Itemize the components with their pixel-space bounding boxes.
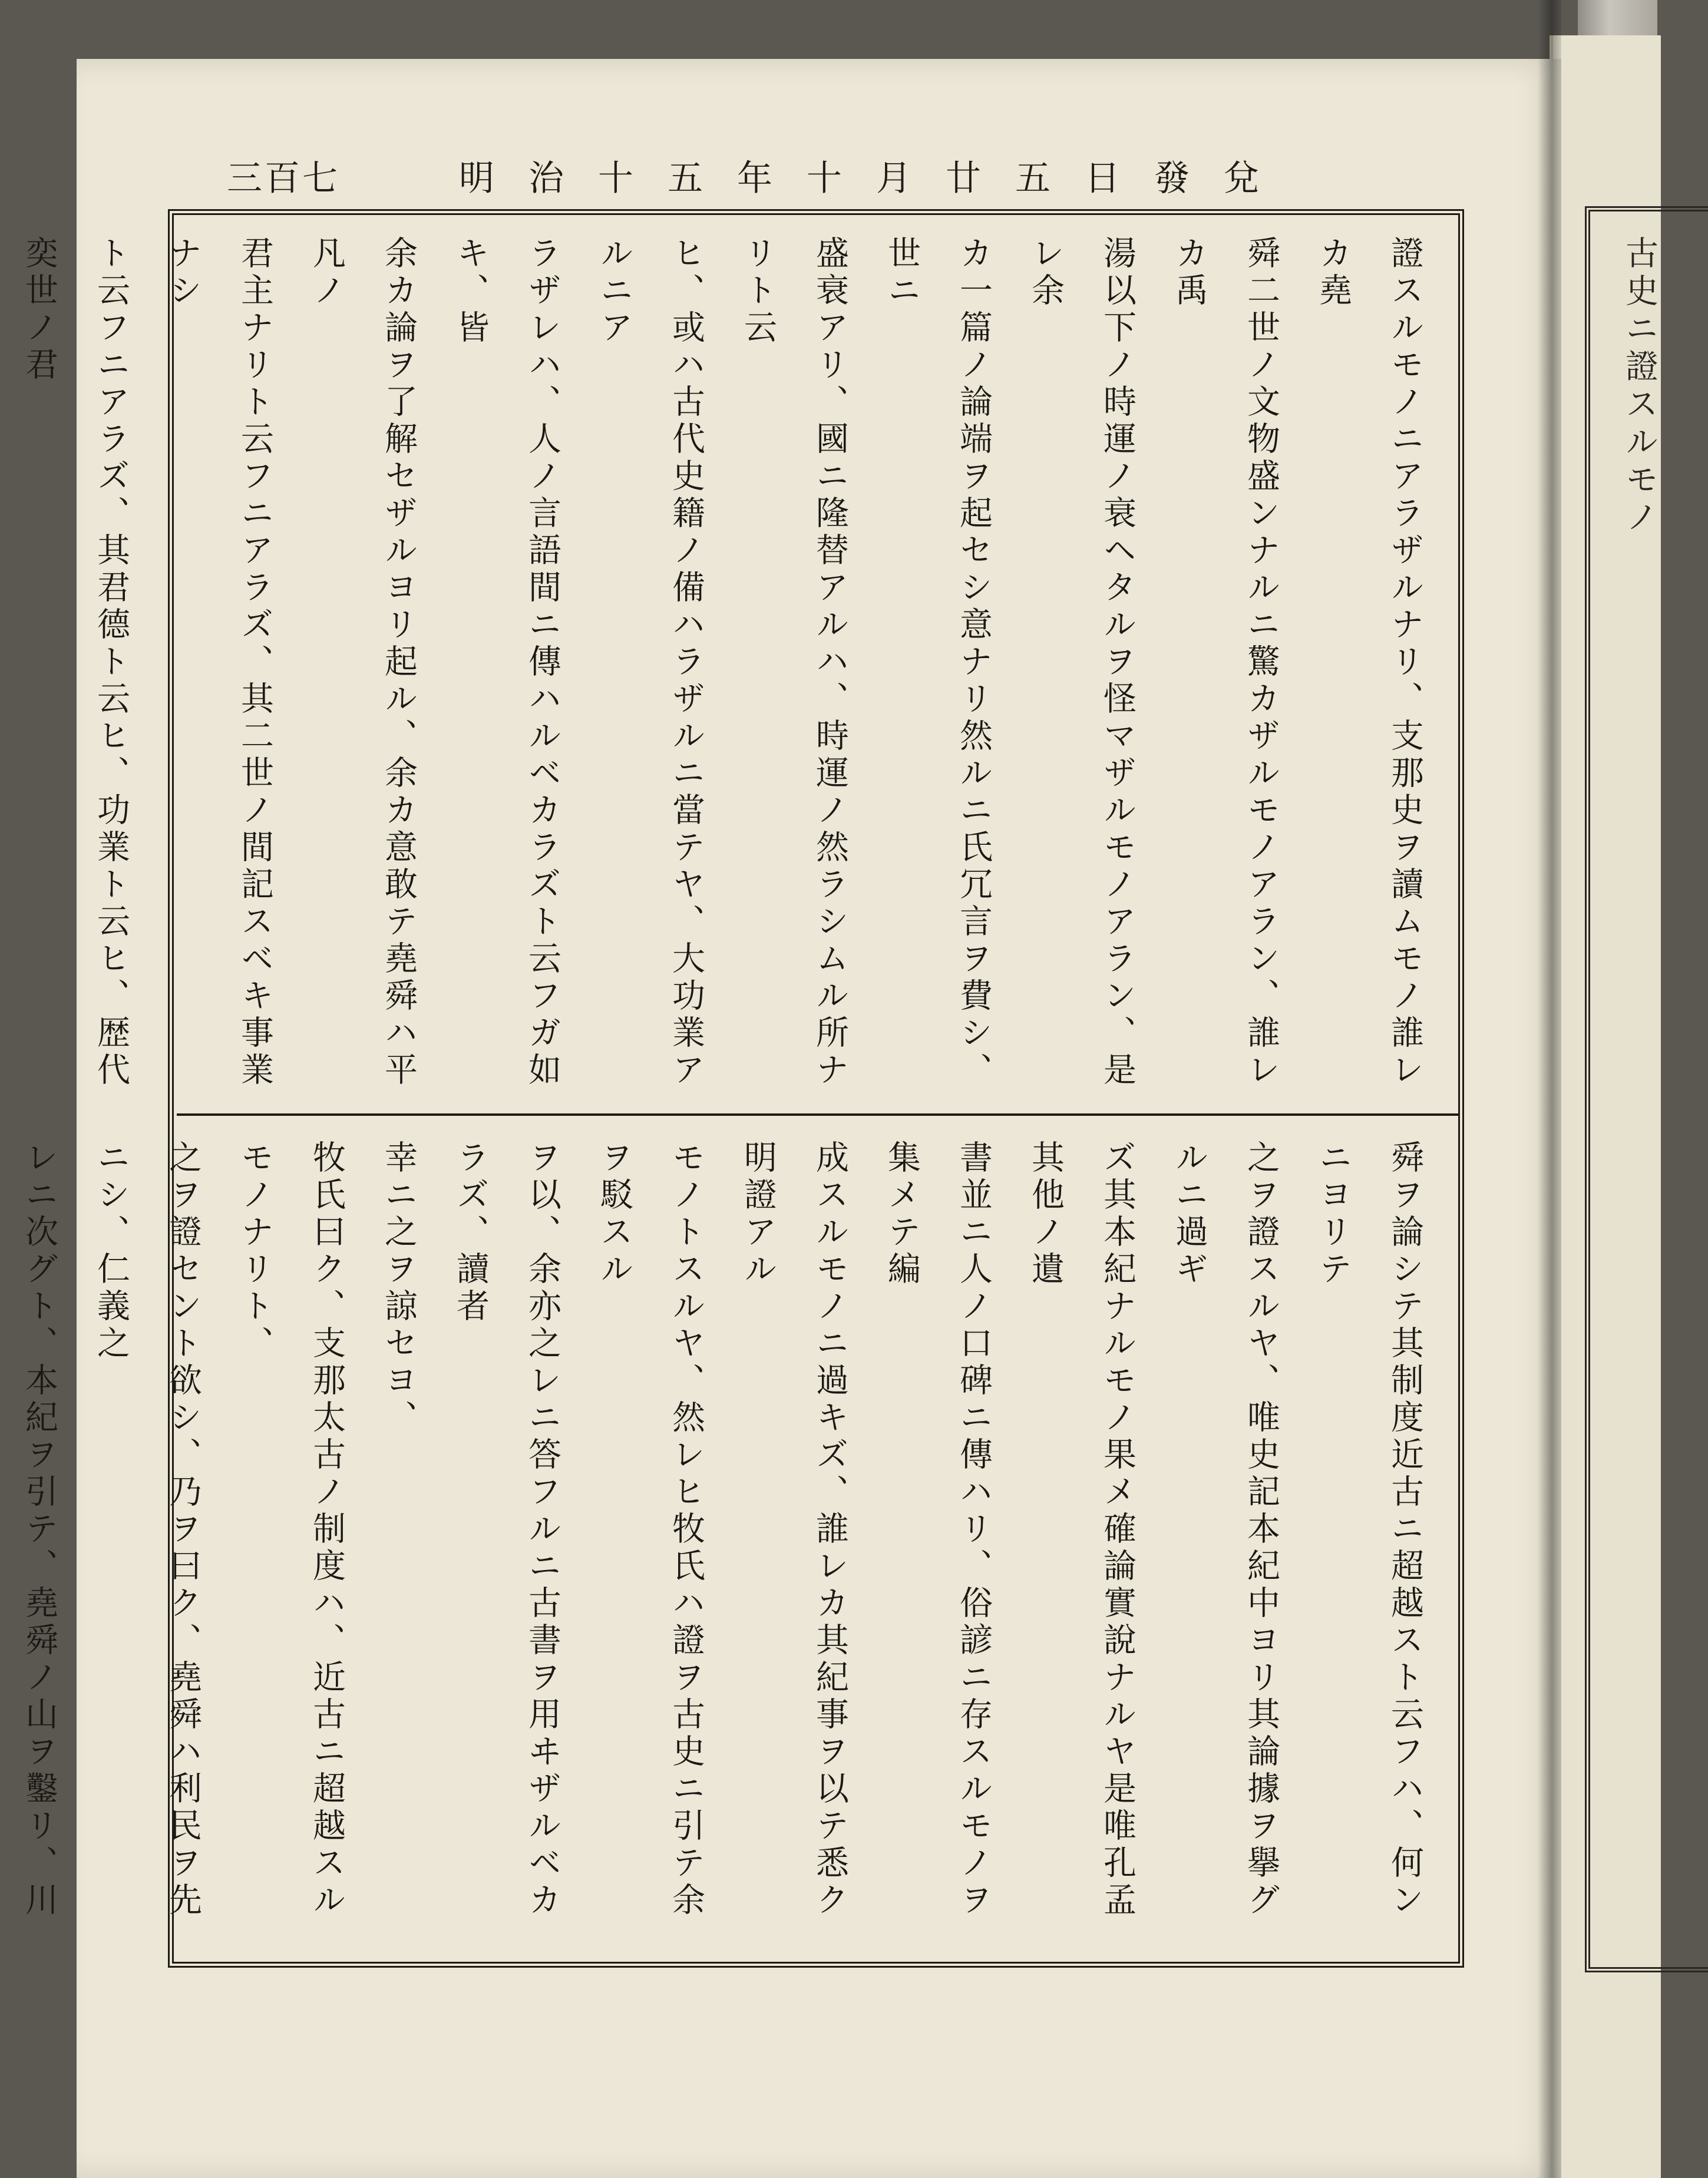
text-column: カ一篇ノ論端ヲ起セシ意ナリ然ルニ氏冗言ヲ費シ、世ニ — [883, 236, 993, 1089]
page-gutter — [1538, 0, 1561, 2178]
text-column: 君主ナリト云フニアラズ、其二世ノ間記スベキ事業ナシ — [164, 236, 274, 1089]
text-column: 牧氏曰ク、支那太古ノ制度ハ、近古ニ超越スルモノナリト、 — [236, 1140, 346, 1919]
text-column: ラザレハ、人ノ言語間ニ傳ハルベカラズト云フガ如キ、皆 — [451, 236, 561, 1089]
publication-date: 明治十五年十月廿五日發兌 — [459, 158, 1293, 199]
page-header — [227, 150, 1293, 203]
text-column: ズ其本紀ナルモノ果メ確論實說ナルヤ是唯孔孟其他ノ遺 — [1026, 1140, 1137, 1919]
text-column: 之ヲ證スルヤ、唯史記本紀中ヨリ其論據ヲ擧グルニ過ギ — [1170, 1140, 1280, 1919]
text-column: 余カ論ヲ了解セザルヨリ起ル、余カ意敢テ堯舜ハ平凡ノ — [308, 236, 418, 1089]
text-column: 幸ニ之ヲ諒セヨ、 — [379, 1140, 418, 1437]
text-column: 盛衰アリ、國ニ隆替アルハ、時運ノ然ラシムル所ナリト云 — [739, 236, 849, 1089]
text-column: ト云フニアラズ、其君德ト云ヒ、功業ト云ヒ、歴代奕世ノ君 — [20, 236, 130, 1089]
text-column: ヒ、或ハ古代史籍ノ備ハラザルニ當テヤ、大功業アルニア — [595, 236, 705, 1089]
text-column — [0, 236, 3, 1090]
text-column: レニ次グト、本紀ヲ引テ、堯舜ノ山ヲ鑿リ、川 — [20, 1140, 58, 1919]
text-column: 書並ニ人ノ口碑ニ傳ハリ、俗諺ニ存スルモノヲ集メテ編 — [883, 1140, 993, 1919]
text-column: 成スルモノニ過キズ、誰レカ其紀事ヲ以テ悉ク明證アル — [739, 1140, 849, 1919]
text-column: 舜二世ノ文物盛ンナルニ驚カザルモノアラン、誰レカ禹 — [1170, 236, 1280, 1089]
page-number: 三百七 — [227, 158, 340, 199]
text-column: 證スルモノニアラザルナリ、支那史ヲ讀ムモノ誰レカ堯 — [1314, 236, 1424, 1089]
adjacent-page-text: 古史ニ證スルモノ — [1620, 236, 1659, 537]
text-column: 舜ヲ論シテ其制度近古ニ超越スト云フハ、何ンニヨリテ — [1314, 1140, 1424, 1919]
upper-text-block — [20, 236, 1441, 1090]
text-column: ヲ以、余亦之レニ答フルニ古書ヲ用ヰザルベカラズ、讀者 — [451, 1140, 561, 1919]
text-column: 湯以下ノ時運ノ衰ヘタルヲ怪マザルモノアラン、是レ余 — [1026, 236, 1137, 1089]
lower-text-block — [20, 1140, 1441, 1944]
text-column: モノトスルヤ、然レヒ牧氏ハ證ヲ古史ニ引テ余ヲ駁スル — [595, 1140, 705, 1919]
section-divider — [177, 1113, 1458, 1116]
text-column: 之ヲ證セント欲シ、乃ヲ曰ク、堯舜ハ利民ヲ先ニシ、仁義之 — [92, 1140, 202, 1919]
